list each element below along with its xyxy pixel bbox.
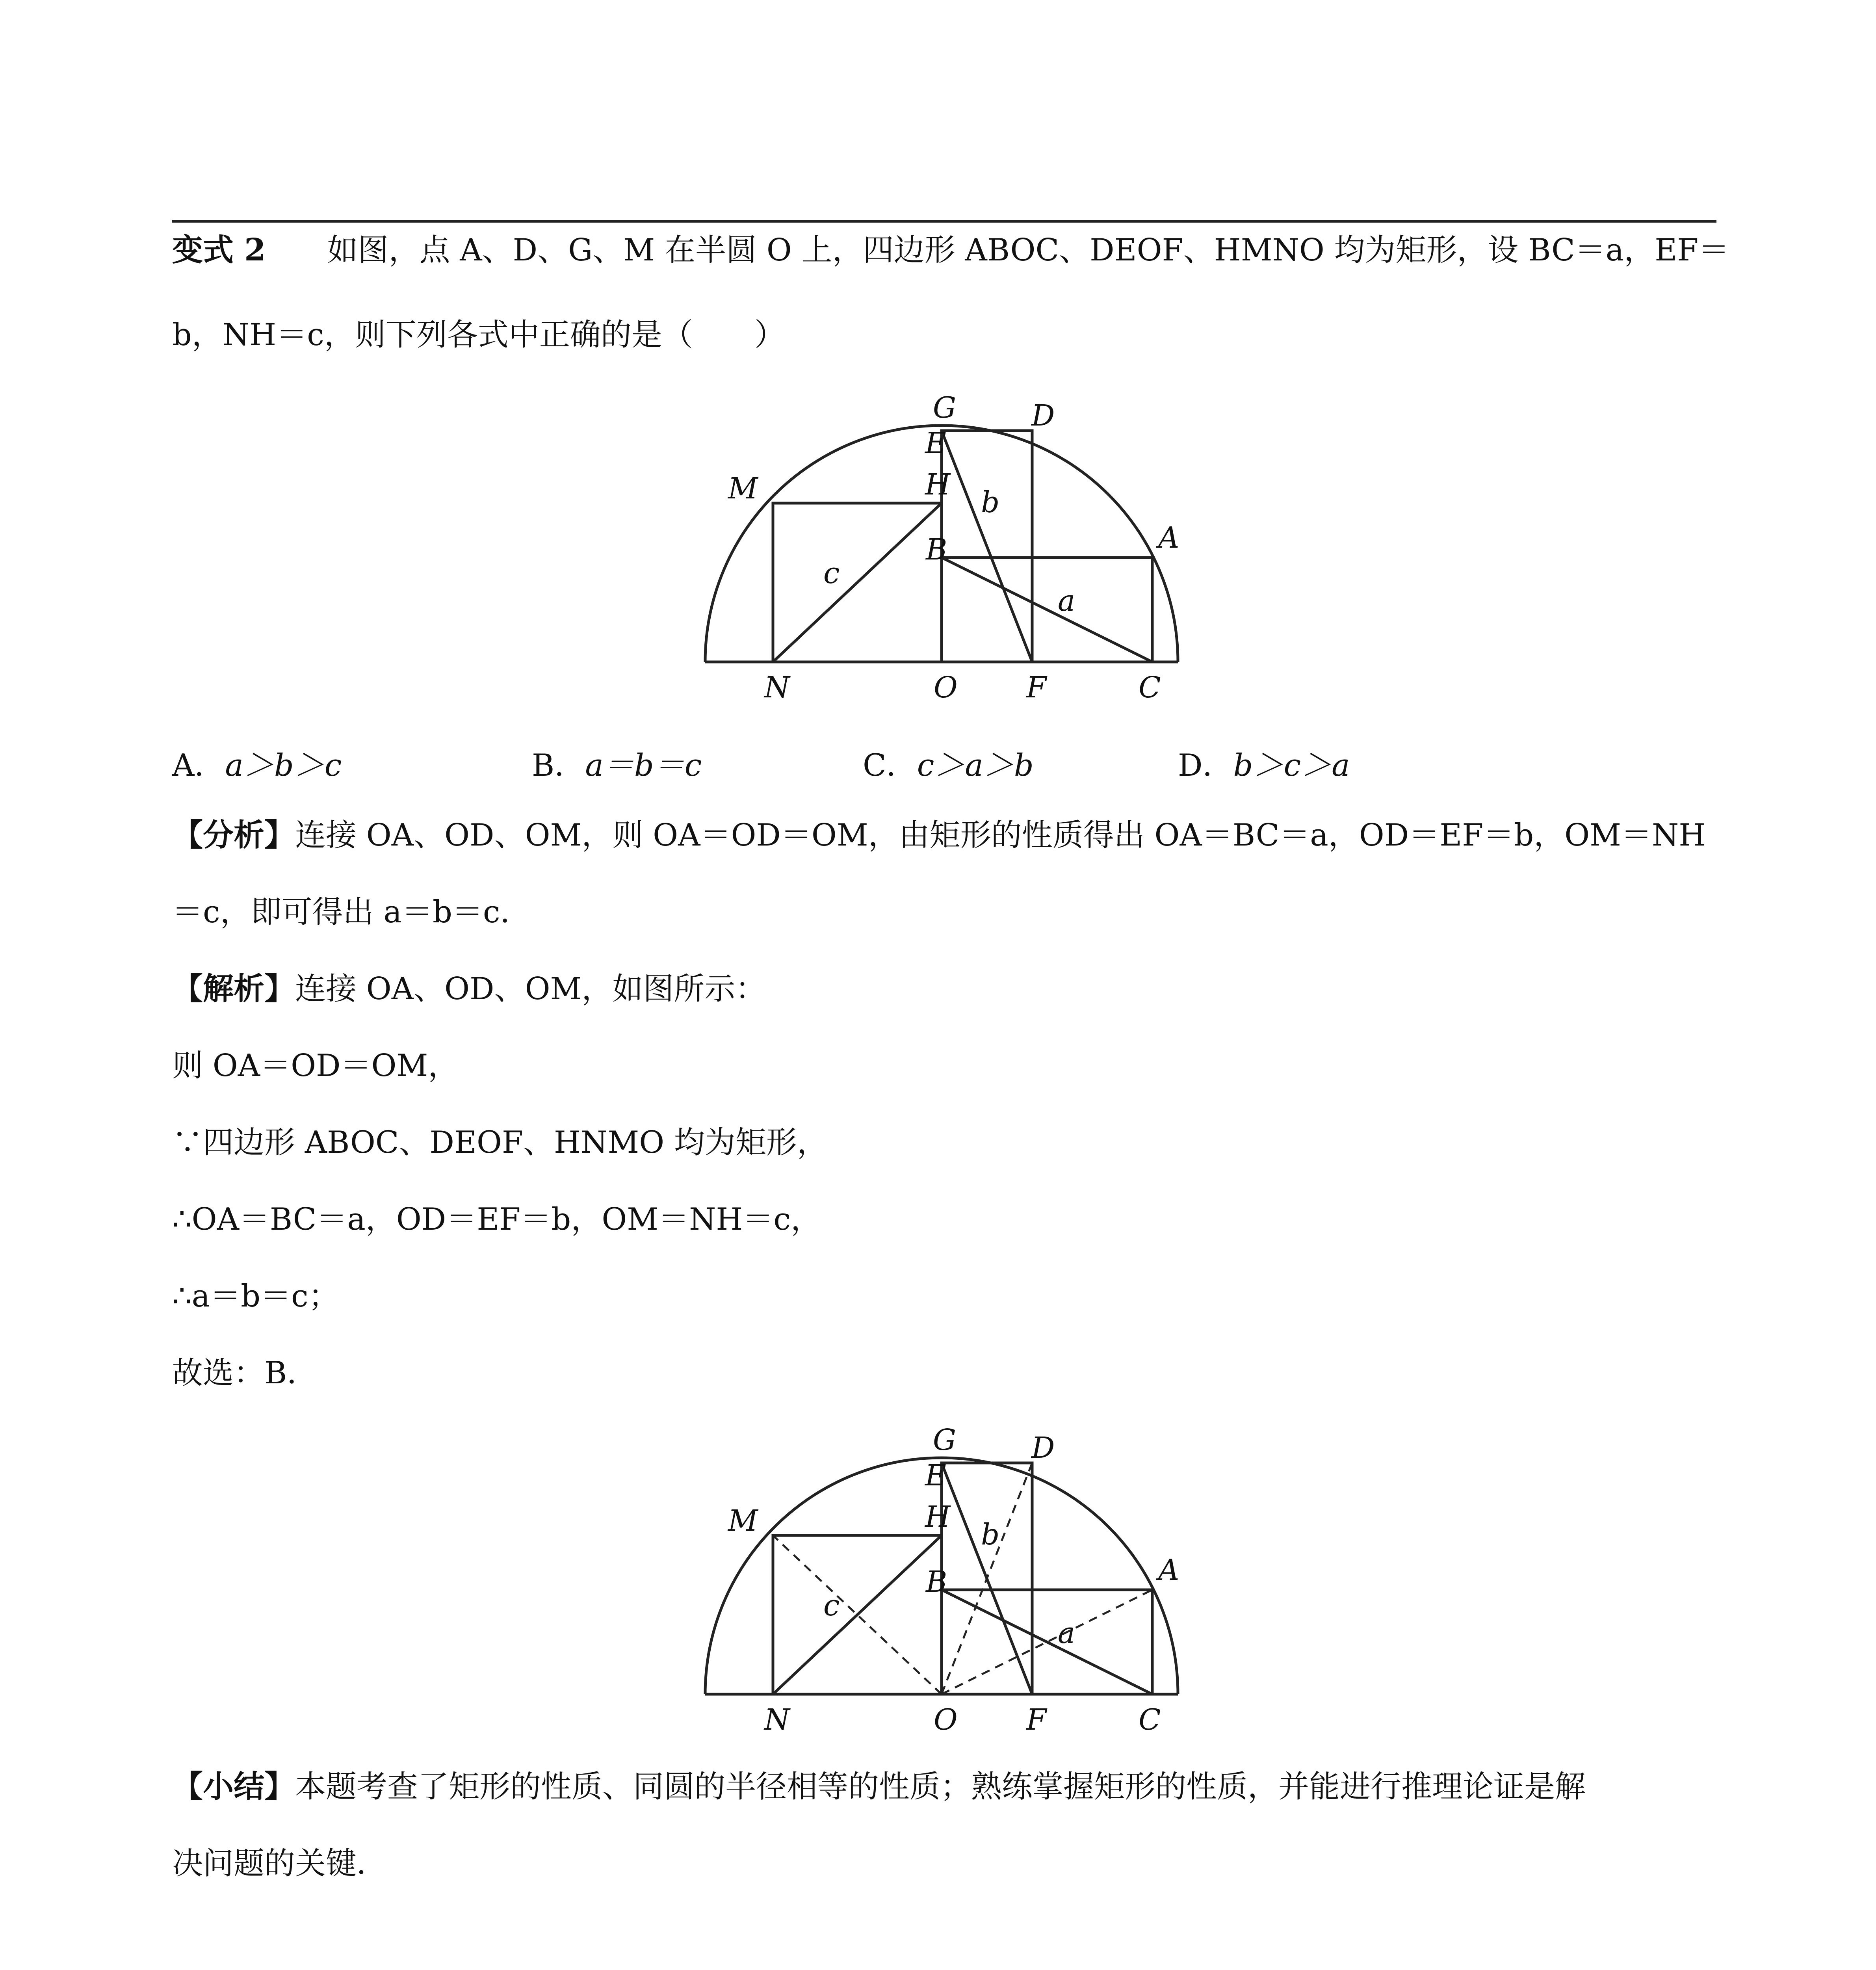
segment-label-b: b xyxy=(981,485,1000,519)
problem-line-1 xyxy=(172,230,1729,270)
label2-m: M xyxy=(728,1504,758,1538)
summary-line-2: 决问题的关键． xyxy=(172,1846,388,1881)
label-m: M xyxy=(728,472,758,506)
solution-line-3: ∵四边形 ABOC、DEOF、HNMO 均为矩形， xyxy=(172,1125,828,1160)
solution-line-2: 则 OA＝OD＝OM， xyxy=(172,1048,459,1084)
label-g: G xyxy=(933,391,957,425)
label-h: H xyxy=(925,468,951,502)
summary-line-1 xyxy=(172,1767,1586,1806)
option-b xyxy=(532,746,702,785)
option-d-text: b＞c＞a xyxy=(1233,748,1350,783)
label2-n: N xyxy=(764,1703,790,1737)
segment-label-a: a xyxy=(1058,584,1075,618)
label2-d: D xyxy=(1031,1431,1055,1465)
label-b: B xyxy=(926,533,947,567)
summary-text-1: 本题考查了矩形的性质、同圆的半径相等的性质；熟练掌握矩形的性质，并能进行推理论证是解 xyxy=(295,1769,1586,1805)
segment2-label-a: a xyxy=(1058,1616,1075,1650)
solution-line-5: ∴a＝b＝c； xyxy=(172,1279,339,1314)
problem-line-2: b，NH＝c，则下列各式中正确的是（ ） xyxy=(172,317,785,353)
figure-2 xyxy=(685,1422,1198,1745)
solution-line-4: ∴OA＝BC＝a，OD＝EF＝b，OM＝NH＝c， xyxy=(172,1202,822,1237)
label2-f: F xyxy=(1026,1703,1047,1737)
summary-tag: 【小结】 xyxy=(172,1769,295,1805)
segment-ef xyxy=(942,431,1032,662)
problem-text-1: 如图，点 A、D、G、M 在半圆 O 上，四边形 ABOC、DEOF、HMNO 均为矩形，设 BC＝a，EF＝ xyxy=(327,232,1729,268)
segment-label-c: c xyxy=(823,556,840,590)
solution-line-6: 故选：B． xyxy=(172,1355,318,1391)
solution-tag: 【解析】 xyxy=(172,971,295,1007)
option-c-label: C． xyxy=(863,748,917,783)
segment-nh xyxy=(773,503,942,662)
label2-h: H xyxy=(925,1500,951,1534)
label-d: D xyxy=(1031,399,1055,433)
label2-b: B xyxy=(926,1565,947,1599)
option-a-text: a＞b＞c xyxy=(225,748,342,783)
option-b-label: B． xyxy=(532,748,585,783)
segment2-label-c: c xyxy=(823,1589,840,1622)
label2-o: O xyxy=(934,1703,958,1737)
solution-text-1: 连接 OA、OD、OM，如图所示： xyxy=(295,971,766,1007)
analysis-line-1 xyxy=(172,816,1705,855)
label-f: F xyxy=(1026,671,1047,704)
option-c-text: c＞a＞b xyxy=(917,748,1034,783)
option-c xyxy=(863,746,1034,785)
option-a xyxy=(172,746,342,785)
option-b-text: a＝b＝c xyxy=(585,748,702,783)
top-rule xyxy=(172,220,1716,223)
option-a-label: A． xyxy=(172,748,225,783)
analysis-text-1: 连接 OA、OD、OM，则 OA＝OD＝OM，由矩形的性质得出 OA＝BC＝a，OD＝EF＝b，OM＝NH xyxy=(295,818,1706,853)
segment2-label-b: b xyxy=(981,1518,1000,1552)
label-c: C xyxy=(1139,671,1161,704)
label2-a: A xyxy=(1158,1553,1179,1587)
problem-label: 变式 2 xyxy=(172,232,266,268)
solution-line-1 xyxy=(172,969,766,1009)
analysis-tag: 【分析】 xyxy=(172,817,295,853)
label2-c: C xyxy=(1139,1703,1161,1737)
label-e: E xyxy=(925,426,947,460)
label2-g: G xyxy=(933,1423,957,1457)
label2-e: E xyxy=(925,1459,947,1492)
figure-1 xyxy=(685,390,1198,713)
option-d-label: D． xyxy=(1178,748,1233,783)
segment-bc xyxy=(942,558,1152,662)
label-n: N xyxy=(764,671,790,704)
label-o: O xyxy=(934,671,958,704)
option-d xyxy=(1178,746,1350,785)
analysis-line-2: ＝c，即可得出 a＝b＝c． xyxy=(172,894,531,930)
label-a: A xyxy=(1158,521,1179,555)
